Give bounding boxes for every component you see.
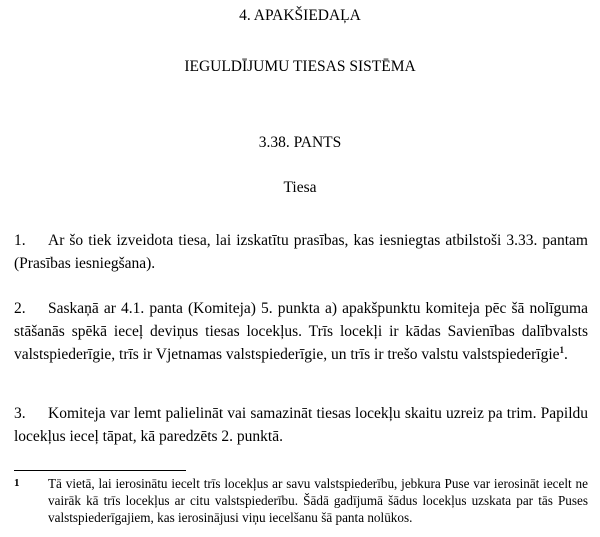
paragraph-number: 1. [14,232,26,249]
subsection-title: IEGULDĪJUMU TIESAS SISTĒMA [184,58,416,75]
paragraph-number: 3. [14,405,26,422]
paragraph-1 [14,229,588,275]
footnote-text: Tā vietā, lai ierosinātu iecelt trīs locekļus ar savu valstspiederību, jebkura Puse var ierosināt iecelt ne vairāk kā trīs locekļus ar citu valstspiederību. Šādā gadījumā šādus locekļus uzskata par tās Puses valstspiederīgajiem, kas ierosinājusi viņu iecelšanu šā panta nolūkos. [48,476,588,525]
paragraph-text: Ar šo tiek izveidota tiesa, lai izskatītu prasības, kas iesniegtas atbilstoši 3.33. pantam (Prasības iesniegšana). [14,232,588,272]
paragraph-text: Komiteja var lemt palielināt vai samazināt tiesas locekļu skaitu uzreiz pa trim. Papildu locekļus ieceļ tāpat, kā paredzēts 2. punktā. [14,405,588,445]
footnote-number: 1 [14,477,20,489]
paragraph-3 [14,402,588,448]
paragraph-text: Saskaņā ar 4.1. panta (Komiteja) 5. punkta a) apakšpunktu komiteja pēc šā nolīguma stāšanās spēkā ieceļ deviņus tiesas locekļus. Trīs locekļi ir kādas Savienības dalībvalsts valstspiederīgie, trīs ir Vjetnamas valstspiederīgie, un trīs ir trešo valstu valstspiederīgie [14,300,588,363]
article-title: Tiesa [283,179,317,196]
article-heading: 3.38. PANTS [258,134,342,151]
subsection-heading: 4. APAKŠIEDAĻA [239,7,361,24]
paragraph-text-end: . [564,346,568,363]
footnote-separator [14,470,186,471]
footnote [14,475,588,526]
paragraph-2 [14,297,588,366]
footnote-reference[interactable]: 1 [559,344,565,355]
paragraph-number: 2. [14,300,26,317]
